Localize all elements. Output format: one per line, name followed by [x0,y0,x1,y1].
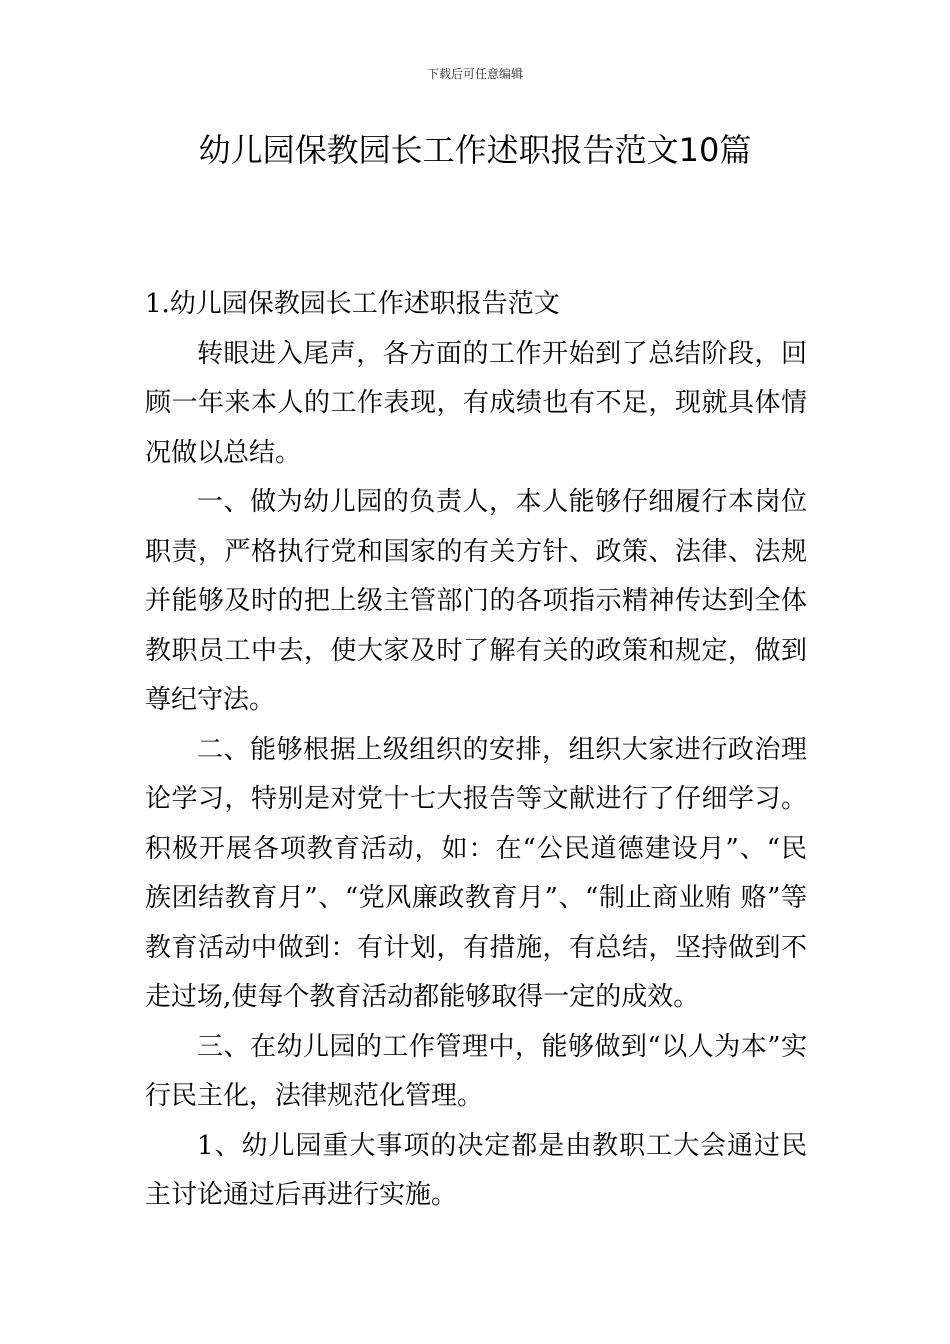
section-heading: 1.幼儿园保教园长工作述职报告范文 [145,289,560,319]
document-body [145,280,807,1221]
header-note: 下载后可任意编辑 [426,67,523,81]
paragraph-point-three: 三、在幼儿园的工作管理中，能够做到“以人为本”实行民主化，法律规范化管理。 [145,1031,807,1111]
document-title: 幼儿园保教园长工作述职报告范文10篇 [198,131,752,169]
paragraph-subpoint-one: 1、幼儿园重大事项的决定都是由教职工大会通过民主讨论通过后再进行实施。 [145,1130,807,1210]
paragraph-intro: 转眼进入尾声，各方面的工作开始到了总结阶段，回顾一年来本人的工作表现，有成绩也有不足，现就具体情况做以总结。 [145,338,807,468]
paragraph-point-one: 一、做为幼儿园的负责人，本人能够仔细履行本岗位职责，严格执行党和国家的有关方针、政策、法律、法规并能够及时的把上级主管部门的各项指示精神传达到全体教职员工中去，使大家及时了解有关的政策和规定，做到尊纪守法。 [145,487,807,715]
paragraph-point-two: 二、能够根据上级组织的安排，组织大家进行政治理论学习，特别是对党十七大报告等文献进行了仔细学习。积极开展各项教育活动，如：在“公民道德建设月”、“民族团结教育月”、“党风廉政教育月”、“制止商业贿 赂”等教育活动中做到：有计划，有措施，有总结，坚持做到不走过场,使每个教育活动都能够取得一定的成效。 [145,734,807,1012]
